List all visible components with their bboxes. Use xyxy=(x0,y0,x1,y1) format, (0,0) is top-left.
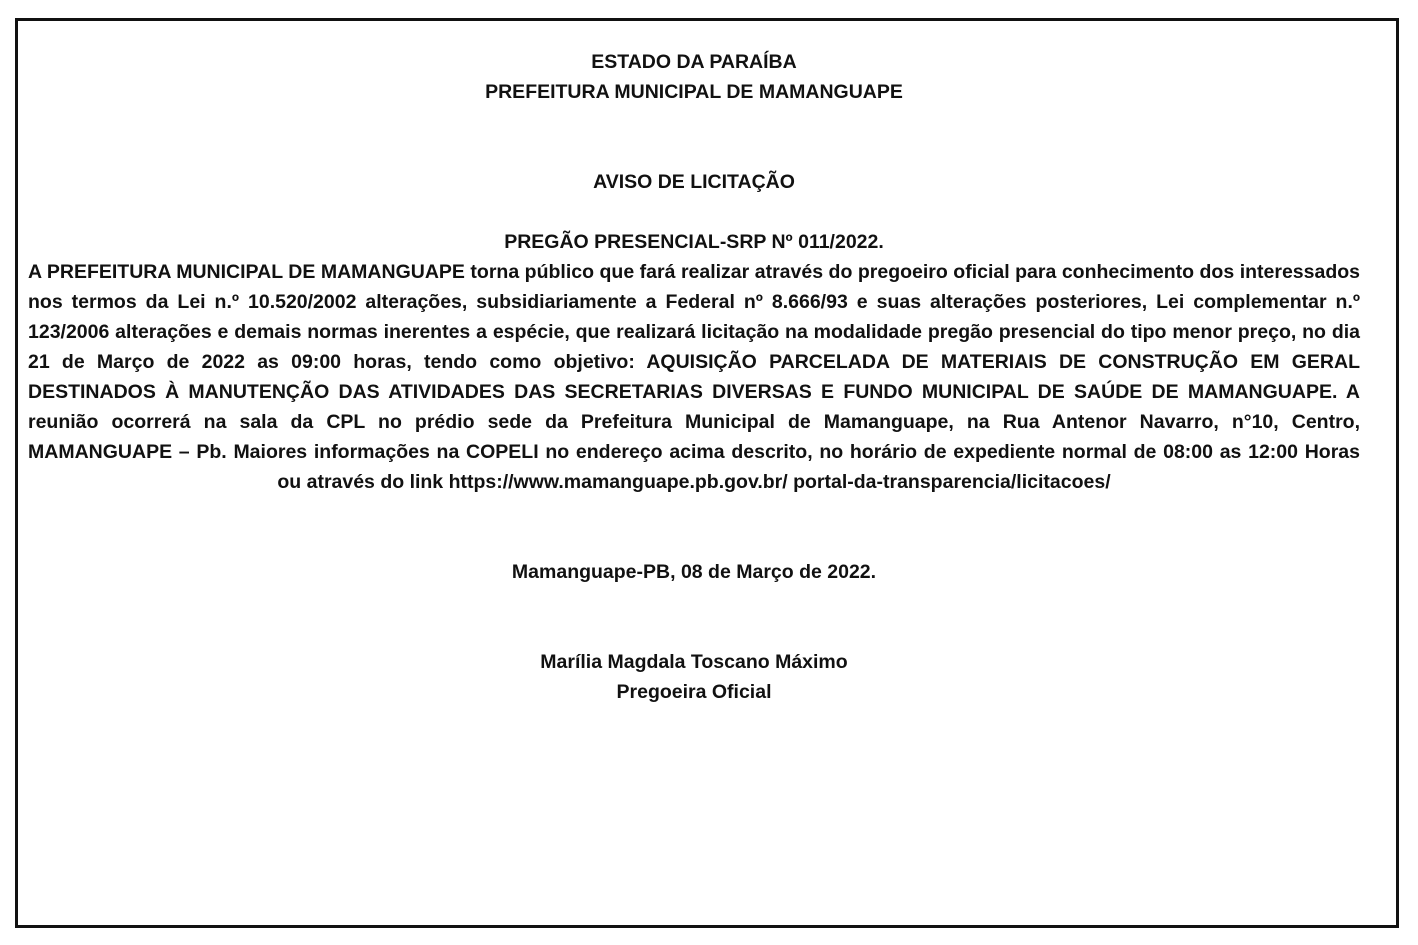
signatory-role: Pregoeira Oficial xyxy=(616,681,772,703)
process-number: PREGÃO PRESENCIAL-SRP Nº 011/2022. xyxy=(504,231,884,253)
notice-document xyxy=(28,47,1360,707)
date-line: Mamanguape-PB, 08 de Março de 2022. xyxy=(511,561,877,583)
state-heading: ESTADO DA PARAÍBA xyxy=(591,51,797,73)
municipality-heading: PREFEITURA MUNICIPAL DE MAMANGUAPE xyxy=(485,81,903,103)
notice-title: AVISO DE LICITAÇÃO xyxy=(593,171,795,193)
notice-body: A PREFEITURA MUNICIPAL DE MAMANGUAPE torna público que fará realizar através do pregoeiro oficial para conhecimento dos interessados nos termos da Lei n.º 10.520/2002 alterações, subsidiariamente a Federal nº 8.666/93 e suas alterações posteriores, Lei complementar n.º 123/2006 alterações e demais normas inerentes a espécie, que realizará licitação na modalidade pregão presencial do tipo menor preço, no dia 21 de Março de 2022 as 09:00 horas, tendo como objetivo: AQUISIÇÃO PARCELADA DE MATERIAIS DE CONSTRUÇÃO EM GERAL DESTINADOS À MANUTENÇÃO DAS ATIVIDADES DAS SECRETARIAS DIVERSAS E FUNDO MUNICIPAL DE SAÚDE DE MAMANGUAPE. A reunião ocorrerá na sala da CPL no prédio sede da Prefeitura Municipal de Mamanguape, na Rua Antenor Navarro, n°10, Centro, MAMANGUAPE – Pb. Maiores informações na COPELI no endereço acima descrito, no horário de expediente normal de 08:00 as 12:00 Horas ou através do link https://www.mamanguape.pb.gov.br/ portal-da-transparencia/licitacoes/ xyxy=(28,261,1360,493)
signatory-name: Marília Magdala Toscano Máximo xyxy=(540,651,848,673)
